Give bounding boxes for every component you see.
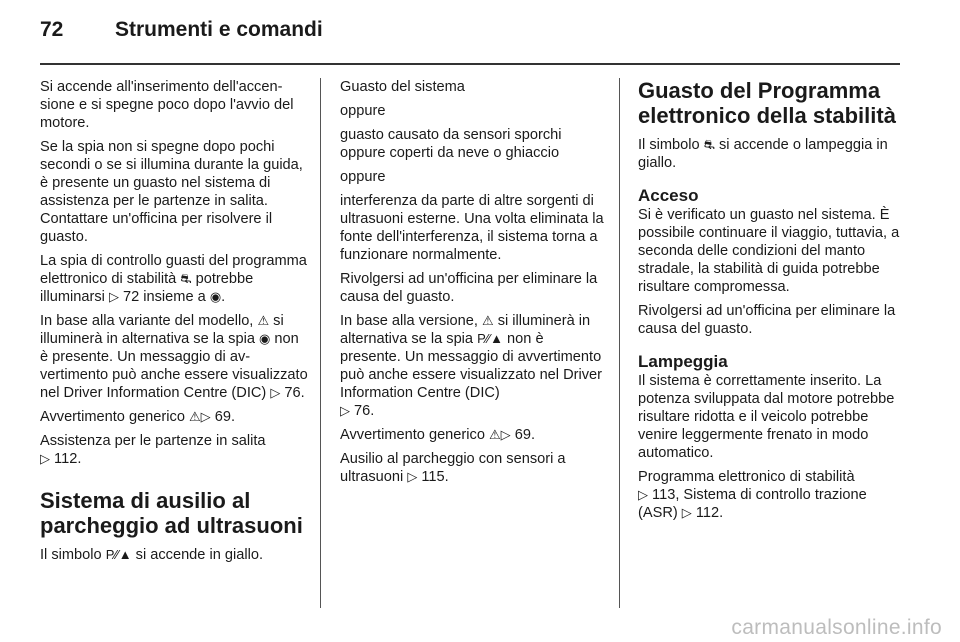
- section-heading: Sistema di ausilio al parcheggio ad ultrasuoni: [40, 488, 303, 538]
- watermark: carmanualsonline.info: [731, 616, 942, 639]
- paragraph: Programma elettronico di stabilità ▷ 113, Sistema di controllo trazione (ASR) ▷ 112.: [638, 469, 867, 521]
- subheading-on: Acceso: [638, 186, 699, 205]
- paragraph: Il simbolo ⛐ si accende o lampeggia in giallo.: [638, 137, 888, 171]
- page-reference-link[interactable]: 76.: [280, 385, 305, 401]
- paragraph: Se la spia non si spegne dopo pochi secondi o se si illumina durante la guida, è presente un guasto nel sistema di assistenza per le partenze in salita. Contattare un'officina per risolvere il guasto.: [40, 139, 303, 245]
- ref-arrow-icon: ▷: [200, 409, 211, 424]
- page-number: 72: [40, 18, 64, 41]
- page-reference-link[interactable]: 112.: [50, 451, 82, 467]
- paragraph: guasto causato da sensori sporchi oppure coperti da neve o ghiaccio: [340, 127, 562, 161]
- column-3: [638, 78, 906, 528]
- page-reference-link[interactable]: 69.: [510, 427, 535, 443]
- airbag-icon: ◉: [259, 331, 271, 346]
- ref-arrow-icon: ▷: [638, 487, 648, 502]
- warning-icon: ⚠: [189, 409, 201, 424]
- ref-arrow-icon: ▷: [500, 427, 511, 442]
- page-reference-link[interactable]: 113, Sistema di controllo trazione (ASR): [638, 487, 867, 521]
- ref-arrow-icon: ▷: [681, 505, 692, 520]
- column-2: [340, 78, 608, 492]
- warning-icon: ⚠: [489, 427, 501, 442]
- column-divider: [619, 78, 620, 608]
- paragraph: La spia di controllo guasti del programma elettronico di stabilità ⛐ potrebbe illuminarsi ▷ 72 insieme a ◉.: [40, 253, 307, 305]
- page-reference-link[interactable]: 76.: [350, 403, 375, 419]
- header-rule: [40, 63, 900, 65]
- section-title: Strumenti e comandi: [115, 18, 323, 41]
- warning-icon: ⚠: [257, 313, 270, 328]
- page-reference-link[interactable]: 72 insieme a: [118, 289, 206, 305]
- paragraph: Guasto del sistema: [340, 79, 465, 95]
- ref-arrow-icon: ▷: [108, 289, 119, 304]
- airbag-icon: ◉: [209, 289, 222, 304]
- column-1: [40, 78, 308, 570]
- esp-off-icon: ⛐: [703, 137, 715, 152]
- paragraph: Avvertimento generico ⚠▷ 69.: [340, 427, 535, 443]
- paragraph: In base alla versione, ⚠ si illuminerà in alternativa se la spia P⁄⁄▲ non è presente. Un messaggio di avvertimento può anche essere visualizzato nel Driver Information Centre (DIC) ▷ 76.: [340, 313, 603, 419]
- subheading-flashing: Lampeggia: [638, 352, 728, 371]
- paragraph: oppure: [340, 103, 386, 119]
- ref-arrow-icon: ▷: [40, 451, 50, 466]
- warning-icon: ⚠: [481, 313, 494, 328]
- paragraph: Assistenza per le partenze in salita ▷ 112.: [40, 433, 266, 467]
- ref-arrow-icon: ▷: [270, 385, 281, 400]
- paragraph: Il simbolo P⁄⁄▲ si accende in giallo.: [40, 547, 264, 563]
- esp-off-icon: ⛐: [180, 271, 192, 286]
- ref-arrow-icon: ▷: [340, 403, 350, 418]
- page-reference-link[interactable]: 115.: [417, 469, 449, 485]
- paragraph: Si accende all'inserimento dell'accensione e si spegne poco dopo l'avvio del motore.: [40, 79, 294, 131]
- ref-arrow-icon: ▷: [407, 469, 418, 484]
- paragraph: oppure: [340, 169, 386, 185]
- parking-sensor-icon: P⁄⁄▲: [477, 331, 503, 346]
- paragraph: interferenza da parte di altre sorgenti di ultrasuoni esterne. Una volta eliminata la fonte dell'interferenza, il sistema torna a funzionare normalmente.: [340, 193, 604, 263]
- page-reference-link[interactable]: 112.: [691, 505, 724, 521]
- paragraph: Rivolgersi ad un'officina per eliminare la causa del guasto.: [340, 271, 598, 305]
- paragraph: Rivolgersi ad un'officina per eliminare la causa del guasto.: [638, 303, 896, 337]
- section-heading: Guasto del Programma elettronico della stabilità: [638, 78, 896, 128]
- paragraph: Il sistema è correttamente inserito. La potenza sviluppata dal motore potrebbe risultare ridotta e il veicolo potrebbe venire leggermente frenato in modo automatico.: [638, 373, 895, 461]
- paragraph: Avvertimento generico ⚠▷ 69.: [40, 409, 235, 425]
- paragraph: In base alla variante del modello, ⚠ si illuminerà in alternativa se la spia ◉ non è presente. Un messaggio di avvertimento può anche essere visualizzato nel Driver Information Centre (DIC) ▷ 76.: [40, 313, 308, 401]
- parking-sensor-icon: P⁄⁄▲: [105, 547, 132, 562]
- page-reference-link[interactable]: 69.: [210, 409, 235, 425]
- paragraph: Si è verificato un guasto nel sistema. È possibile continuare il viaggio, tuttavia, a seconda delle condizioni del manto stradale, la stabilità di guida potrebbe risultare compromessa.: [638, 207, 900, 295]
- column-divider: [320, 78, 321, 608]
- paragraph: Ausilio al parcheggio con sensori a ultrasuoni ▷ 115.: [340, 451, 566, 485]
